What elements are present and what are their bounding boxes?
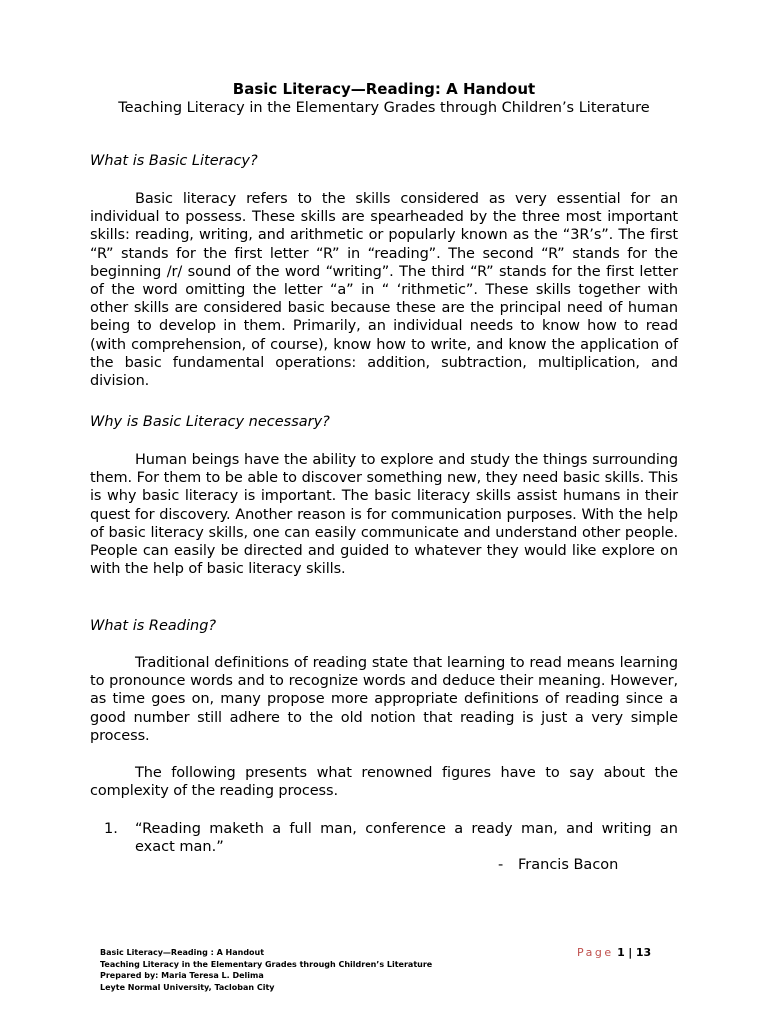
paragraph-why-necessary: Human beings have the ability to explore and study the things surrounding them. For them to be able to discover something new, they need basic skills. This is why basic literacy is important. The basic literacy skills assist humans in their quest for discovery. Another reason is for communication purposes. With the help of basic literacy skills, one can easily communicate and understand other people. People can easily be directed and guided to whatever they would like explore on with the help of basic literacy skills. (90, 452, 678, 578)
page-current: 1 (617, 946, 625, 959)
list-item-number: 1. (104, 821, 118, 837)
document-subtitle: Teaching Literacy in the Elementary Grades through Children’s Literature (118, 100, 650, 116)
document-title: Basic Literacy—Reading: A Handout (232, 80, 536, 98)
section-heading-why-necessary: Why is Basic Literacy necessary? (90, 414, 330, 430)
section-heading-basic-literacy: What is Basic Literacy? (90, 153, 258, 169)
page-footer (100, 947, 570, 993)
page-label: Page (577, 946, 614, 959)
footer-line: Prepared by: Maria Teresa L. Delima (100, 971, 264, 980)
section-heading-what-is-reading: What is Reading? (90, 618, 217, 634)
footer-line: Leyte Normal University, Tacloban City (100, 982, 275, 992)
paragraph-basic-literacy: Basic literacy refers to the skills considered as very essential for an individual to possess. These skills are spearheaded by the three most important skills: reading, writing, and arithmetic or popularly known as the “3R’s”. The first “R” stands for the first letter “R” in “reading”. The second “R” stands for the beginning /r/ sound of the word “writing”. The third “R” stands for the first letter of the word omitting the letter “a” in “ ‘rithmetic”. These skills together with other skills are considered basic because these are the principal need of human being to develop in them. Primarily, an individual needs to know how to read (with comprehension, of course), know how to write, and know the application of the basic fundamental operations: addition, subtraction, multiplication, and division. (90, 191, 678, 390)
footer-line: Teaching Literacy in the Elementary Grades through Children’s Literature (100, 959, 433, 969)
title-block (0, 80, 768, 118)
quote-author: Francis Bacon (518, 857, 619, 873)
page-separator: | (628, 946, 633, 959)
quote-text: “Reading maketh a full man, conference a ready man, and writing an exact man.” (135, 821, 678, 856)
attribution-dash: - (498, 857, 504, 873)
paragraph-reading-complexity: The following presents what renowned figures have to say about the complexity of the reading process. (90, 765, 678, 800)
page-total: 13 (635, 946, 652, 959)
page-number (577, 946, 651, 959)
paragraph-reading-definitions: Traditional definitions of reading state that learning to read means learning to pronounce words and to recognize words and deduce their meaning. However, as time goes on, many propose more appropriate definitions of reading since a good number still adhere to the old notion that reading is just a very simple process. (90, 655, 678, 744)
footer-line: Basic Literacy—Reading : A Handout (100, 948, 265, 957)
quote-attribution (498, 856, 618, 874)
